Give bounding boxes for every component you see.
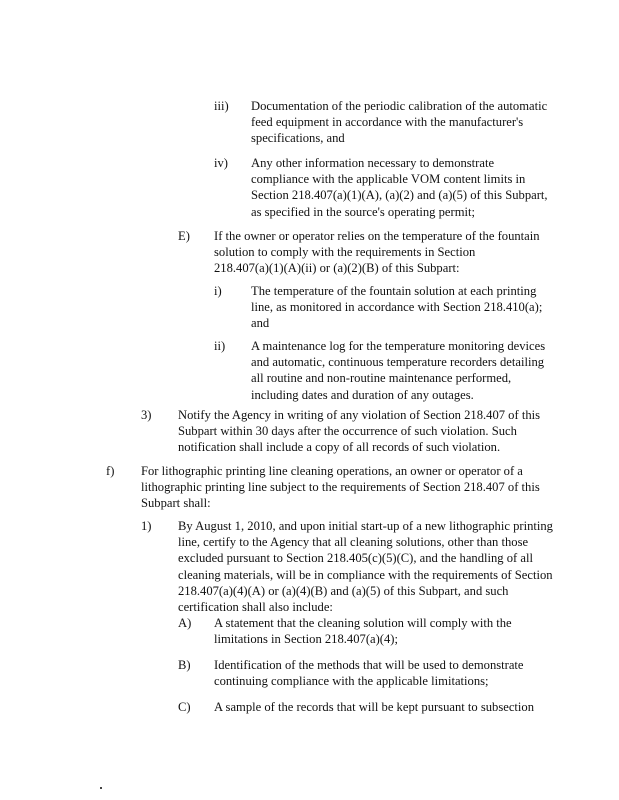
- item-label: E): [178, 229, 190, 243]
- item-label: A): [178, 616, 192, 630]
- item-label: 1): [141, 519, 152, 533]
- item-text: Notify the Agency in writing of any violation of Section 218.407 of this Subpart within 30 days after the occurrence of such violation. Such notification shall include a copy of all records of such violation.: [178, 408, 541, 455]
- item-label: ii): [214, 339, 226, 353]
- item-label: iii): [214, 99, 229, 113]
- item-text: By August 1, 2010, and upon initial start-up of a new lithographic printing line, certify to the Agency that all cleaning solutions, other than those excluded pursuant to Section 218.405(c)(5)(C), and the handling of all cleaning materials, will be in compliance with the requirements of Section 218.407(a)(4)(A) or (a)(4)(B) and (a)(5) of this Subpart, and such certification shall also include:: [178, 519, 553, 615]
- item-text: A maintenance log for the temperature monitoring devices and automatic, continuous temperature recorders detailing all routine and non-routine maintenance performed, including dates and duration of any outages.: [251, 339, 546, 402]
- item-label: B): [178, 658, 191, 672]
- item-label: 3): [141, 408, 152, 422]
- item-text: A sample of the records that will be kept pursuant to subsection: [214, 700, 535, 714]
- item-text: Identification of the methods that will be used to demonstrate continuing compliance with the applicable limitations;: [214, 658, 524, 689]
- item-text: A statement that the cleaning solution will comply with the limitations in Section 218.407(a)(4);: [214, 616, 512, 647]
- item-text: Any other information necessary to demonstrate compliance with the applicable VOM content limits in Section 218.407(a)(1)(A), (a)(2) and (a)(5) of this Subpart, as specified in the source's operating permit;: [251, 156, 548, 219]
- item-label: f): [106, 464, 115, 478]
- item-text: The temperature of the fountain solution at each printing line, as monitored in accordance with Section 218.410(a); and: [251, 284, 543, 331]
- item-label: i): [214, 284, 222, 298]
- item-label: C): [178, 700, 191, 714]
- item-text: If the owner or operator relies on the temperature of the fountain solution to comply with the requirements in Section 218.407(a)(1)(A)(ii) or (a)(2)(B) of this Subpart:: [214, 229, 540, 276]
- item-text: For lithographic printing line cleaning operations, an owner or operator of a lithographic printing line subject to the requirements of Section 218.407 of this Subpart shall:: [141, 464, 540, 511]
- scan-speck: [100, 787, 102, 789]
- item-text: Documentation of the periodic calibration of the automatic feed equipment in accordance with the manufacturer's specifications, and: [251, 99, 548, 146]
- item-label: iv): [214, 156, 228, 170]
